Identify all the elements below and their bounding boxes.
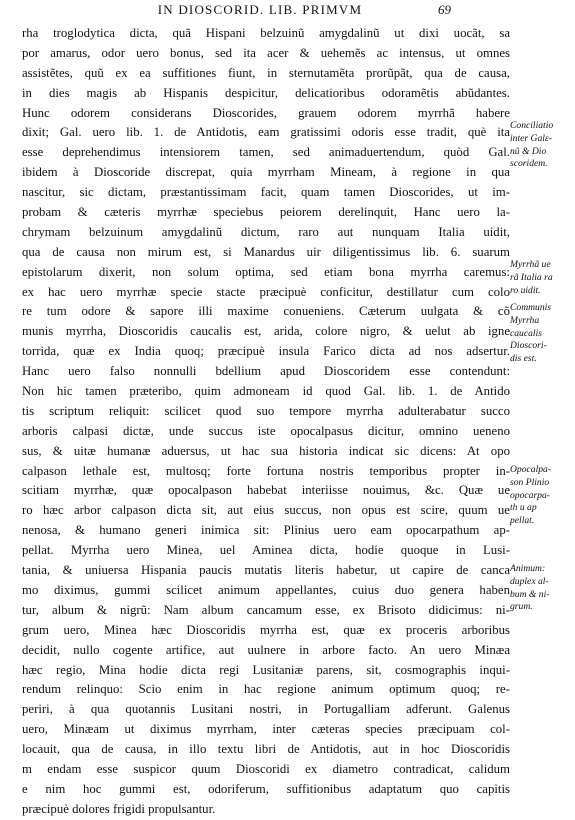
margin-note-line: scoridem.	[510, 158, 548, 170]
margin-note	[510, 464, 574, 528]
text-line: m endam esse suspicor quum Dioscoridi ex diametro contradicat, calidum	[22, 761, 510, 776]
text-line: rendum relinquo: Scio enim in hac regione animum optimum quoq; re-	[22, 682, 510, 697]
text-line: re tum odore & sapore illi maxime conueniens. Cæterum uulgata & cõ	[22, 304, 510, 319]
text-line: e nim hoc gummi est, odoriferum, suffitionibus adaptatum quo capitis	[22, 781, 510, 796]
text-line: tania, & uniuersa Hispania paucis mutatis literis habetur, ut capire de canca	[22, 563, 510, 578]
text-line: assistẽtes, quũ ex ea suffitiones fiunt, in sternutamẽta prorũpãt, qua de causa,	[22, 65, 510, 80]
main-text-column	[22, 24, 510, 820]
text-line: in dies magis ab Hispanis despicitur, delicatioribus odoramẽtis abũdantes.	[22, 85, 510, 100]
text-line: por amarus, odor uero bonus, sed ita acer & uehemẽs ac intensus, ut omnes	[22, 45, 510, 60]
text-line: periri, à qua quotannis Lusitani nostri, in Portugalliam adferunt. Galenus	[22, 702, 510, 717]
margin-note-line: Communis	[510, 302, 552, 313]
text-line: pellat. Myrrha uero Minea, uel Aminea dicta, hodie quoque in Lusi-	[22, 543, 510, 558]
text-line: locauit, qua de causa, in illo textu libri de Antidotis, aut in hoc Dioscoridis	[22, 742, 510, 757]
text-line: tis scriptum reliquit: scilicet quod suo tempore myrrha adulterabatur succo	[22, 403, 510, 418]
text-line: tur, album & nigrũ: Nam album cancamum esse, ex Brisoto didicimus: ni-	[22, 602, 510, 617]
margin-note	[510, 259, 574, 297]
margin-note	[510, 302, 574, 366]
margin-note-line: rã Italia ra	[510, 271, 553, 283]
page-number: 69	[438, 2, 451, 17]
margin-note-line: caucalis	[510, 327, 542, 339]
text-line: præcipuè dolores frigidi propulsantur.	[22, 801, 216, 816]
text-line: qua de causa non mirum est, si Manardus uir diligentissimus lib. 6. suarum	[22, 244, 510, 259]
text-line: uero, Minæam ut diximus myrrham, inter cæteras species præcipuam col-	[22, 722, 510, 737]
margin-note-line: Dioscori-	[510, 340, 547, 352]
text-line: probam & cæteris myrrhæ speciebus peiorem derelinquit, Hanc uero la-	[22, 205, 510, 220]
margin-note-line: opocarpa-	[510, 489, 550, 501]
margin-note-line: Conciliatio	[510, 120, 554, 131]
text-line: ro hæc arbor calpason dicta sit, aut eius succus, non opus est scire, quum ue	[22, 503, 510, 518]
margin-note-line: Animum:	[510, 563, 546, 574]
text-line: esse deprehendimus intensiorem tamen, sed animaduertendum, quòd Gal.	[22, 145, 510, 160]
text-line: scitiam myrrhæ, quæ opocalpason habebat interiisse nouimus, &c. Quæ ue	[22, 483, 510, 498]
text-line: dixit; Gal. uero lib. 1. de Antidotis, eam gratissimi odoris esse tradit, què ita	[22, 125, 510, 140]
text-line: epistolarum dixerit, non solum optima, sed etiam bona myrrha caremus:	[22, 264, 510, 279]
margin-note-line: Myrrha	[510, 314, 540, 326]
margin-note-line: th u ap	[510, 502, 537, 514]
text-line: torrida, quæ ex India quoq; præcipuè insula Farico dicta ad nos adsertur.	[22, 344, 510, 359]
text-line: Hanc uero falso nonnulli bdellium apud Dioscoridem esse contendunt:	[22, 364, 510, 379]
margin-note-line: dis est.	[510, 353, 537, 365]
margin-note	[510, 120, 574, 171]
margin-note-line: nũ & Dio	[510, 145, 547, 157]
margin-note-line: grum.	[510, 601, 533, 613]
text-line: Non hic tamen præteribo, quim admoneam id quod Gal. lib. 1. de Antido	[22, 384, 510, 399]
text-line: sus, & uitæ humanæ aduersus, ut hac sua historia indicat sic dicens: At opo	[22, 443, 510, 458]
margin-note	[510, 563, 574, 614]
text-line: nenosa, & humano generi inimica sit: Plinius uero eam opocarpathum ap-	[22, 523, 510, 538]
margin-note-line: duplex al-	[510, 575, 549, 587]
text-line: hæc regio, Mina hodie dicta regi Lusitaniæ parens, sit, cosmographis inqui-	[22, 662, 510, 677]
text-line: arboris calpasi dictæ, unde succus iste opocalpasus dicitur, omnino ueneno	[22, 423, 510, 438]
text-line: chrymam belzuinum amygdalinũ dictum, raro aut nunquam Italia uidit,	[22, 224, 510, 239]
margin-note-line: Myrrhã ue	[510, 259, 551, 270]
margin-note-line: pellat.	[510, 515, 535, 527]
margin-note-line: son Plinio	[510, 476, 550, 488]
margin-note-line: bum & ni-	[510, 588, 550, 600]
text-line: rha troglodytica dicta, quã Hispani belzuinũ amygdalinũ ut dixi uocãt, sa	[22, 26, 510, 40]
text-line: ibidem à Dioscoride discrepat, quia myrrham Mineam, à regione in qua	[22, 165, 510, 180]
text-line: grum uero, Minea hæc Dioscoridis myrrha est, quæ ex proceris arboribus	[22, 622, 510, 637]
margin-note-line: ro uidit.	[510, 284, 541, 296]
text-line: Hunc odorem considerans Dioscorides, grauem odorem myrrhã habere	[22, 105, 510, 120]
text-line: nascitur, sic dictam, præstantissimam facit, quam tamen Dioscorides, ut im-	[22, 185, 510, 200]
running-head: IN DIOSCORID. LIB. PRIMVM	[157, 2, 363, 17]
text-line: decidit, nullo cogente artifice, aut uulnere in arbore facto. An uero Minæa	[22, 642, 510, 657]
text-line: mo diximus, gummi scilicet animum appellantes, cuius duo genera haben	[22, 582, 510, 597]
text-line: munis myrrha, Dioscoridis caucalis est, arida, colore nigro, & uelut ab igne	[22, 324, 510, 339]
text-line: ex hac uero myrrhæ specie stacte præcipuè conficitur, destillatur cum colo	[22, 284, 510, 299]
margin-note-line: Opocalpa-	[510, 464, 552, 475]
margin-note-line: inter Galε-	[510, 132, 552, 144]
text-line: calpason lethale est, multosq; forte fortuna nostris temporibus propter in-	[22, 463, 510, 478]
